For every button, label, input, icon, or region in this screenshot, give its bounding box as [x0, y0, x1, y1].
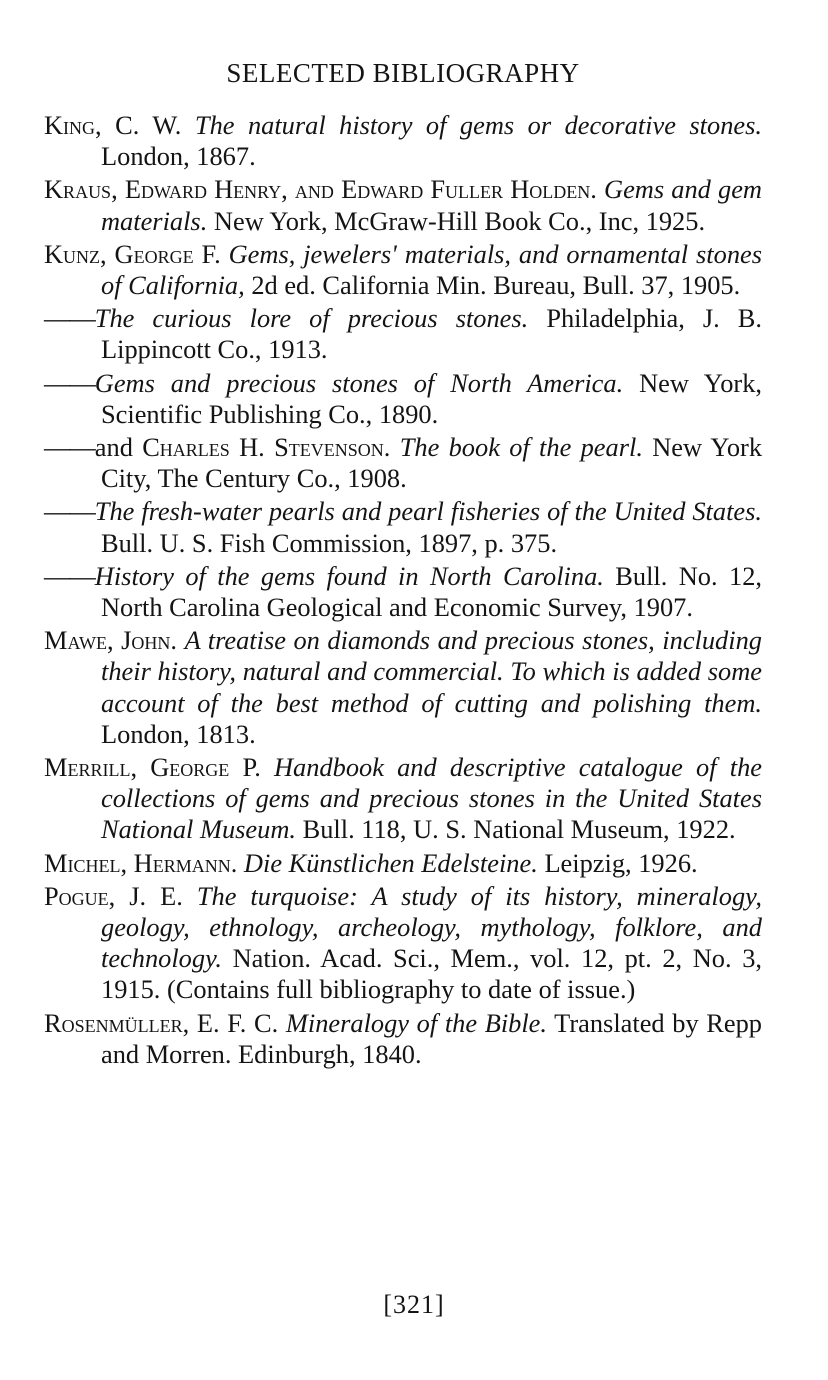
entry-publication: Bull. 118, U. S. National Museum, 1922.: [302, 814, 736, 845]
entry-connector: and: [94, 432, 143, 463]
page-number: [321]: [383, 1290, 445, 1319]
bibliography-page: [44, 56, 762, 1072]
repeat-dash: ——: [44, 560, 95, 591]
entry-publication: London, 1867.: [101, 141, 256, 172]
page-heading: SELECTED BIBLIOGRAPHY: [226, 58, 580, 88]
entry-publication: Philadelphia, J. B. Lippincott Co., 1913.: [101, 303, 762, 365]
entry-title: The book of the pearl.: [399, 432, 643, 463]
entry-title: The natural history of gems or decorative stones.: [194, 110, 762, 140]
entry-author: King, C. W.: [44, 110, 182, 140]
entry-publication: New York City, The Century Co., 1908.: [101, 432, 763, 494]
repeat-dash: ——: [44, 496, 95, 527]
bibliography-entry: [44, 303, 762, 365]
entry-title: Die Künstlichen Edelsteine.: [243, 847, 538, 878]
entry-title: Gems and precious stones of North America.: [94, 367, 624, 398]
entry-publication: Bull. No. 12, North Carolina Geological and Economic Survey, 1907.: [101, 560, 762, 623]
entry-publication: New York, McGraw-Hill Book Co., Inc, 1925.: [213, 205, 706, 236]
bibliography-entry: [44, 848, 762, 879]
entry-author: Michel, Hermann.: [44, 847, 238, 878]
entry-title: History of the gems found in North Carolina.: [94, 560, 604, 591]
entry-title: The curious lore of precious stones.: [94, 303, 529, 334]
entry-title: Gems and gem materials.: [101, 174, 762, 236]
entry-title: Mineralogy of the Bible.: [285, 1007, 547, 1038]
entry-author: Mawe, John.: [44, 625, 178, 656]
entry-publication: 2d ed. California Min. Bureau, Bull. 37, 1905.: [251, 270, 741, 301]
entry-author: Merrill, George P.: [44, 752, 261, 783]
bibliography-entry: [44, 881, 762, 1006]
entry-publication: New York, Scientific Publishing Co., 1890.: [101, 367, 762, 429]
bibliography-entry: [44, 496, 762, 558]
entry-publication: Translated by Repp and Morren. Edinburgh, 1840.: [101, 1007, 763, 1069]
entry-publication: London, 1813.: [101, 718, 256, 749]
entry-title: The turquoise: A study of its history, mineralogy, geology, ethnology, archeology, mythology, folklore, and technology.: [101, 880, 762, 974]
bibliography-entry: [44, 1008, 762, 1070]
bibliography-entry: [44, 432, 762, 494]
entry-author: Pogue, J. E.: [44, 880, 183, 911]
repeat-dash: ——: [44, 432, 95, 463]
bibliography-entry: [44, 561, 762, 623]
entry-author: Rosenmüller, E. F. C.: [44, 1007, 279, 1038]
entry-publication: Leipzig, 1926.: [544, 847, 698, 878]
entry-title: The fresh-water pearls and pearl fisheries of the United States.: [94, 496, 762, 527]
entry-author: Kraus, Edward Henry, and Edward Fuller Holden.: [44, 174, 597, 205]
entry-publication: Nation. Acad. Sci., Mem., vol. 12, pt. 2, No. 3, 1915. (Contains full bibliography to date of issue.): [101, 943, 762, 1005]
entry-publication: Bull. U. S. Fish Commission, 1897, p. 375.: [101, 527, 558, 558]
bibliography-entry: [44, 752, 762, 846]
bibliography-entry: [44, 239, 762, 301]
repeat-dash: ——: [44, 367, 95, 398]
bibliography-list: [44, 110, 762, 1070]
entry-author: Charles H. Stevenson.: [142, 432, 391, 463]
bibliography-entry: [44, 625, 762, 750]
entry-author: Kunz, George F.: [44, 238, 221, 269]
bibliography-entry: [44, 174, 762, 236]
bibliography-entry: [44, 110, 762, 172]
bibliography-entry: [44, 368, 762, 430]
entry-title: Gems, jewelers' materials, and ornamental stones of California,: [101, 238, 762, 301]
entry-title: Handbook and descriptive catalogue of the collections of gems and precious stones in the United States National Museum.: [101, 752, 762, 845]
entry-title: A treatise on diamonds and precious stones, including their history, natural and commercial. To which is added some account of the best method of cutting and polishing them.: [101, 625, 762, 718]
repeat-dash: ——: [44, 303, 95, 334]
